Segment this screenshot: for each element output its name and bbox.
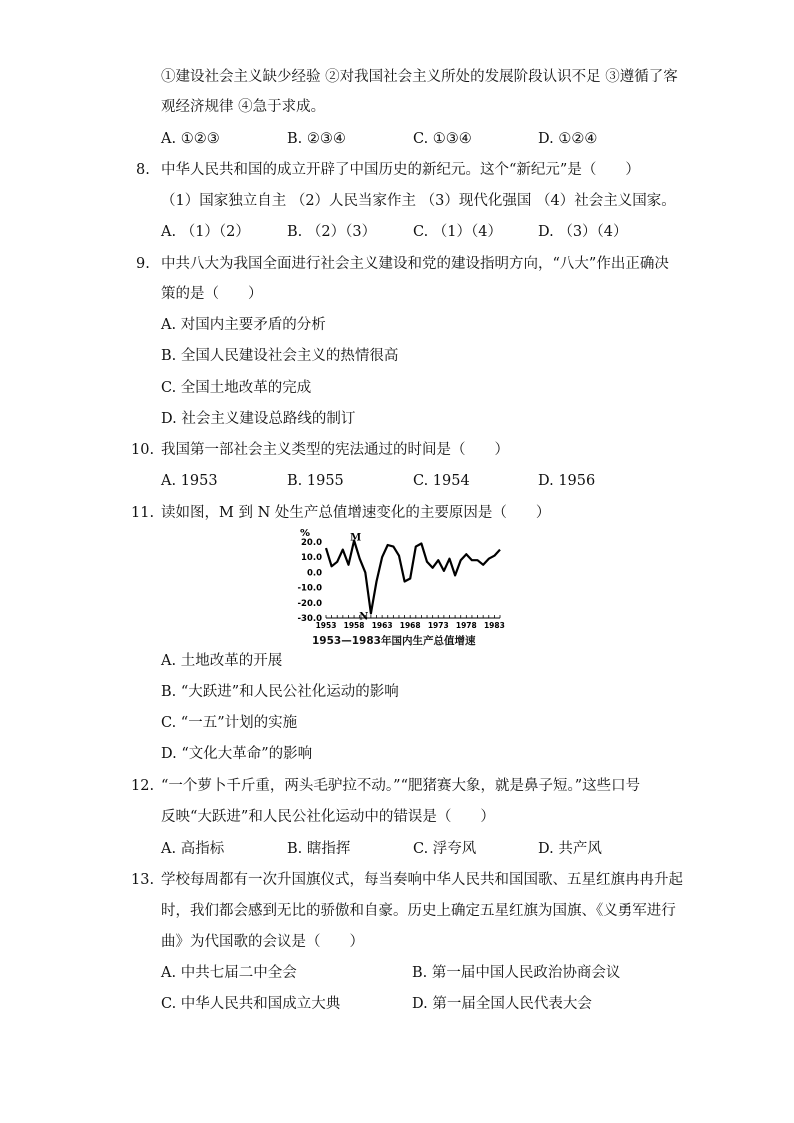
q8-option-c[interactable]: C. （1）（4） [413,224,502,240]
q13-stem-line3: 曲》为代国歌的会议是（ ） [161,934,364,950]
q7-line2: 观经济规律 ④急于求成。 [161,99,326,115]
chart-caption: 1953—1983年国内生产总值增速 [312,635,476,647]
q13-number: 13. [131,872,155,888]
q13-option-d[interactable]: D. 第一届全国人民代表大会 [412,996,592,1012]
chart-annotation-n: N [359,611,369,623]
q8-number: 8. [136,162,150,178]
x-tick-label: 1983 [483,621,505,630]
q9-stem-line2: 策的是（ ） [161,286,263,302]
chart-series-line [326,541,500,614]
q10-option-c[interactable]: C. 1954 [413,473,470,489]
x-tick-label: 1968 [399,621,421,630]
q7-option-a[interactable]: A. ①②③ [161,131,220,147]
q9-option-b[interactable]: B. 全国人民建设社会主义的热情很高 [161,348,399,364]
y-tick-label: 10.0 [301,553,322,564]
q7-option-c[interactable]: C. ①③④ [413,131,472,147]
y-tick-label: -20.0 [297,598,322,609]
q11-number: 11. [131,505,155,521]
q7-option-d[interactable]: D. ①②④ [538,131,598,147]
q13-option-c[interactable]: C. 中华人民共和国成立大典 [161,996,341,1012]
gdp-growth-chart [296,528,506,648]
y-tick-label: 20.0 [301,538,322,548]
q11-option-a[interactable]: A. 土地改革的开展 [161,653,283,669]
x-tick-label: 1973 [427,621,449,630]
q8-stem: 中华人民共和国的成立开辟了中国历史的新纪元。这个“新纪元”是（ ） [161,162,640,178]
q12-option-c[interactable]: C. 浮夸风 [413,841,477,857]
q9-stem-line1: 中共八大为我国全面进行社会主义建设和党的建设指明方向，“八大”作出正确决 [161,256,669,272]
chart-svg [296,528,506,632]
q10-option-a[interactable]: A. 1953 [161,473,218,489]
y-tick-label: 0.0 [306,568,322,579]
q12-option-d[interactable]: D. 共产风 [538,841,602,857]
q8-option-a[interactable]: A. （1）（2） [161,224,250,240]
q13-stem-line1: 学校每周都有一次升国旗仪式，每当奏响中华人民共和国国歌、五星红旗冉冉升起 [161,872,683,888]
chart-ylabel: % [300,528,311,539]
q12-stem-line2: 反映“大跃进”和人民公社化运动中的错误是（ ） [161,809,495,825]
chart-annotation-m: M [350,532,362,544]
q11-option-d[interactable]: D. “文化大革命”的影响 [161,746,313,762]
x-tick-label: 1963 [371,621,393,630]
q12-stem-line1: “一个萝卜千斤重，两头毛驴拉不动。”“肥猪赛大象，就是鼻子短。”这些口号 [161,778,641,794]
x-tick-label: 1958 [343,621,365,630]
q7-line1: ①建设社会主义缺少经验 ②对我国社会主义所处的发展阶段认识不足 ③遵循了客 [161,69,678,85]
y-tick-label: -10.0 [297,583,322,594]
q11-stem: 读如图，M 到 N 处生产总值增速变化的主要原因是（ ） [161,505,551,521]
q10-option-d[interactable]: D. 1956 [538,473,596,489]
q13-option-b[interactable]: B. 第一届中国人民政治协商会议 [412,965,621,981]
q10-stem: 我国第一部社会主义类型的宪法通过的时间是（ ） [161,442,509,458]
q7-option-b[interactable]: B. ②③④ [287,131,346,147]
q11-option-b[interactable]: B. “大跃进”和人民公社化运动的影响 [161,684,399,700]
q8-sub: （1）国家独立自主 （2）人民当家作主 （3）现代化强国 （4）社会主义国家。 [161,193,676,209]
q13-option-a[interactable]: A. 中共七届二中全会 [161,965,297,981]
x-tick-label: 1978 [455,621,477,630]
q13-stem-line2: 时，我们都会感到无比的骄傲和自豪。历史上确定五星红旗为国旗、《义勇军进行 [161,903,676,919]
q10-number: 10. [131,442,155,458]
q8-option-b[interactable]: B. （2）（3） [287,224,377,240]
q12-number: 12. [131,778,155,794]
q9-number: 9. [136,256,150,272]
q10-option-b[interactable]: B. 1955 [287,473,344,489]
q9-option-c[interactable]: C. 全国土地改革的完成 [161,380,312,396]
q12-option-b[interactable]: B. 瞎指挥 [287,841,351,857]
q9-option-a[interactable]: A. 对国内主要矛盾的分析 [161,317,326,333]
q9-option-d[interactable]: D. 社会主义建设总路线的制订 [161,411,356,427]
q12-option-a[interactable]: A. 高指标 [161,841,225,857]
x-tick-label: 1953 [315,621,337,630]
y-tick-label: -30.0 [297,614,322,624]
q8-option-d[interactable]: D. （3）（4） [538,224,628,240]
q11-option-c[interactable]: C. “一五”计划的实施 [161,715,298,731]
